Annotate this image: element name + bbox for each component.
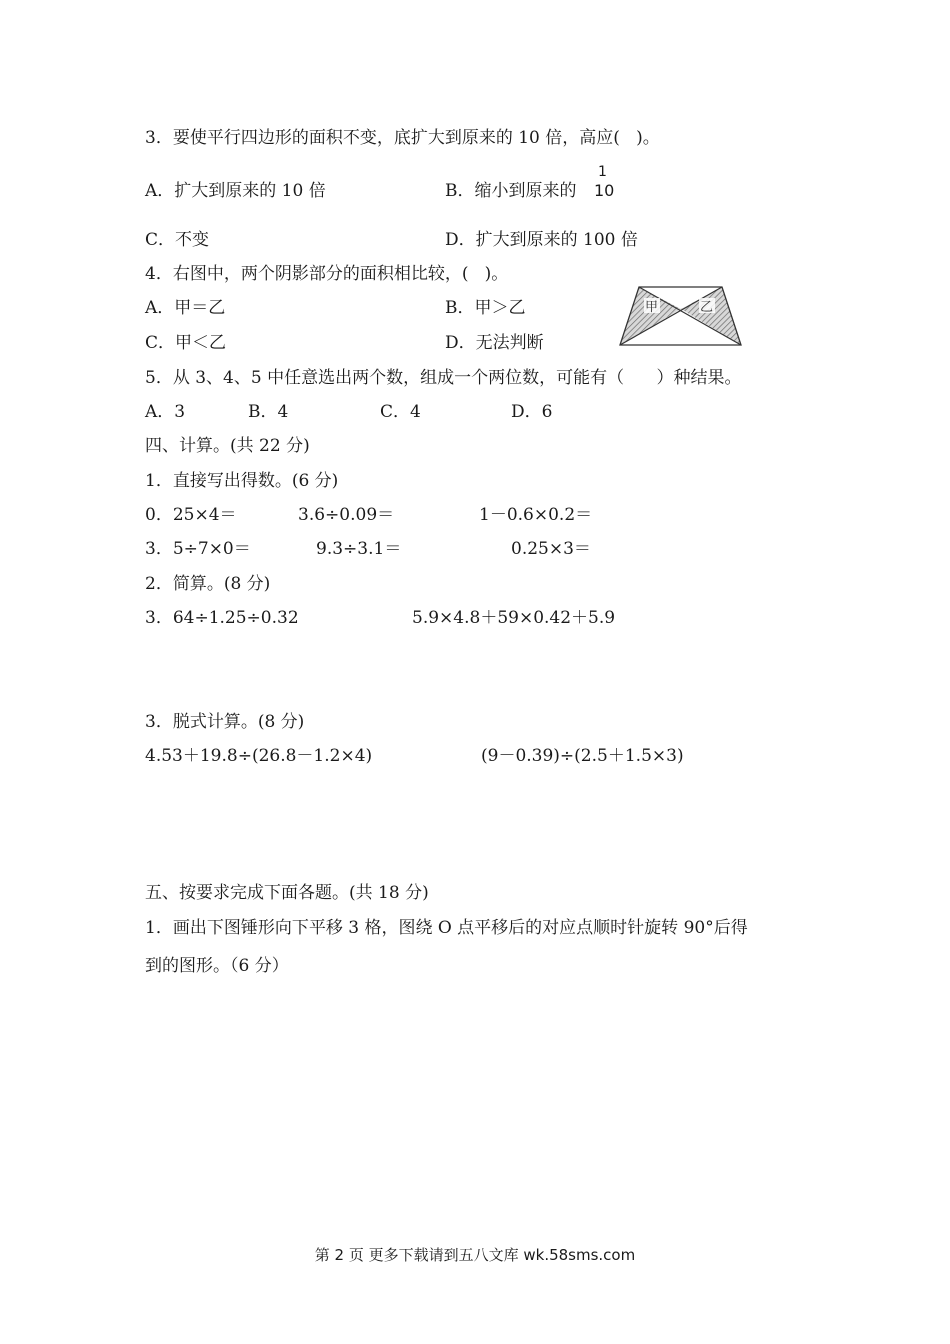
oral-calc-5: 9.3÷3.1＝ (316, 539, 402, 559)
q3-fraction-numerator: 1 (598, 164, 607, 180)
stepwise-calc-1: 4.53＋19.8÷(26.8－1.2×4) (145, 746, 373, 766)
section-4-title: 四、计算。(共 22 分) (145, 436, 310, 456)
q5-option-d: D．6 (511, 402, 553, 422)
q5-stem: 5．从 3、4、5 中任意选出两个数，组成一个两位数，可能有（ ）种结果。 (145, 368, 742, 388)
q3-option-c: C．不变 (145, 230, 210, 250)
oral-calc-6: 0.25×3＝ (511, 539, 591, 559)
oral-calc-1: 0．25×4＝ (145, 505, 237, 525)
q4-stem: 4．右图中，两个阴影部分的面积相比较，( )。 (145, 264, 509, 284)
q4-option-d: D．无法判断 (445, 333, 544, 353)
q3-fraction-denominator: 10 (594, 181, 615, 200)
stepwise-calc-2: (9－0.39)÷(2.5＋1.5×3) (481, 746, 684, 766)
q4-option-a: A．甲＝乙 (145, 298, 226, 318)
q4-option-b: B．甲＞乙 (445, 298, 526, 318)
oral-calc-4: 3．5÷7×0＝ (145, 539, 251, 559)
section-5-title: 五、按要求完成下面各题。(共 18 分) (145, 883, 429, 903)
q3-stem: 3．要使平行四边形的面积不变，底扩大到原来的 10 倍，高应( )。 (145, 128, 660, 148)
q5-option-b: B．4 (248, 402, 289, 422)
section-4-part1-title: 1．直接写出得数。(6 分) (145, 471, 339, 491)
section-5-part1-line1: 1．画出下图锤形向下平移 3 格，图绕 O 点平移后的对应点顺时针旋转 90°后得 (145, 918, 748, 938)
simplify-calc-2: 5.9×4.8＋59×0.42＋5.9 (412, 608, 616, 628)
section-4-part3-title: 3．脱式计算。(8 分) (145, 712, 305, 732)
q3-option-a: A．扩大到原来的 10 倍 (145, 181, 326, 201)
page-footer: 第 2 页 更多下载请到五八文库 wk.58sms.com (314, 1246, 636, 1264)
q5-option-a: A．3 (145, 402, 186, 422)
section-4-part2-title: 2．简算。(8 分) (145, 574, 271, 594)
q4-option-c: C．甲＜乙 (145, 333, 227, 353)
section-5-part1-line2: 到的图形。（6 分） (145, 956, 289, 976)
oral-calc-2: 3.6÷0.09＝ (298, 505, 395, 525)
q5-option-c: C．4 (380, 402, 421, 422)
q3-option-d: D．扩大到原来的 100 倍 (445, 230, 638, 250)
simplify-calc-1: 3．64÷1.25÷0.32 (145, 608, 299, 628)
fig-label-right: 乙 (700, 300, 714, 315)
oral-calc-3: 1－0.6×0.2＝ (479, 505, 593, 525)
q3-option-b: B．缩小到原来的 (445, 181, 577, 201)
fig-label-left: 甲 (645, 300, 659, 315)
trapezoid-figure (617, 282, 745, 348)
